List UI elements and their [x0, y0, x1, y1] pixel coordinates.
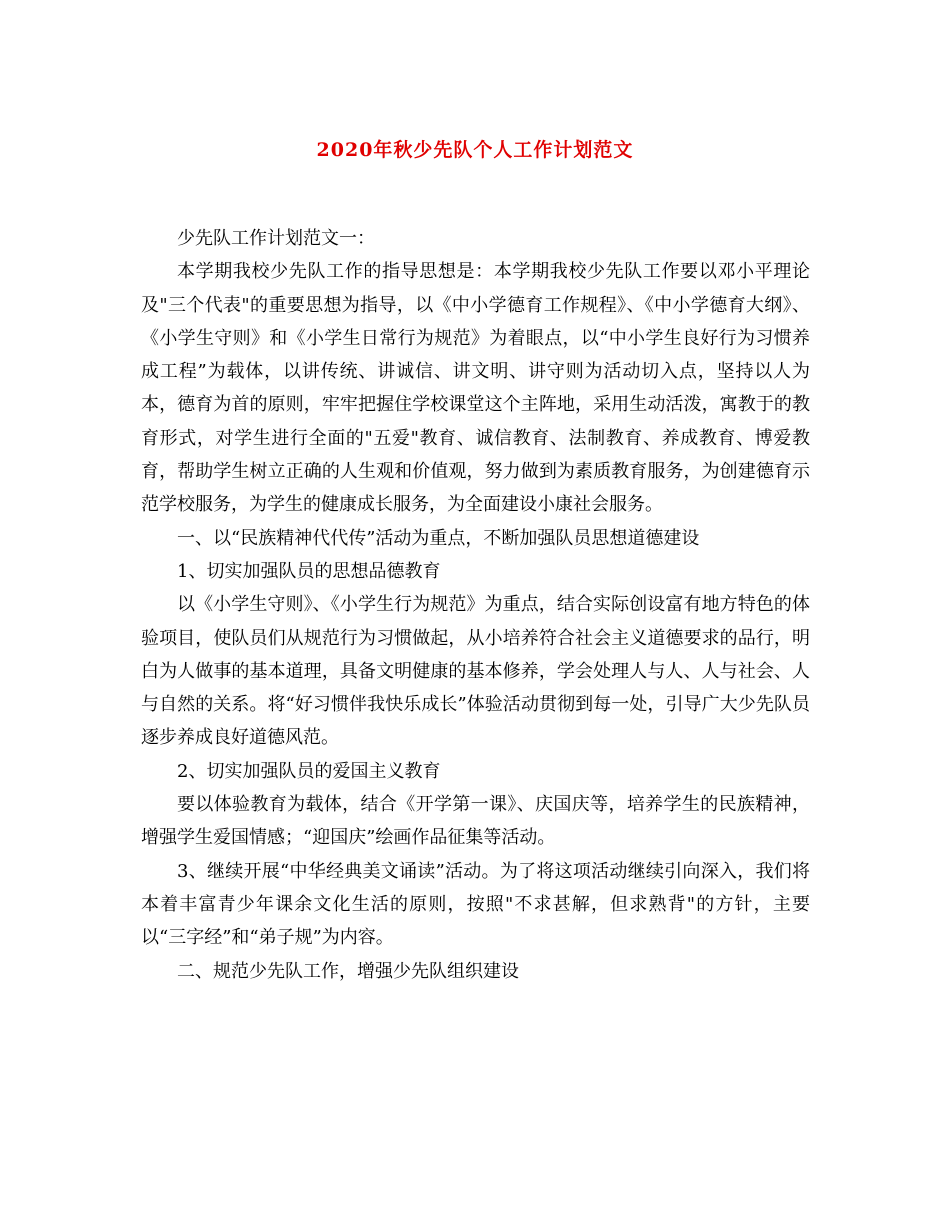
section-heading-2: 二、规范少先队工作，增强少先队组织建设 [177, 960, 519, 982]
paragraph-moral-education: 以《小学生守则》、《小学生行为规范》为重点，结合实际创设富有地方特色的体验项目，使队员们从规范行为习惯做起，从小培养符合社会主义道德要求的品行，明白为人做事的基本道理，具备文明健康的基本修养，学会处理人与人、人与社会、人与自然的关系。将“好习惯伴我快乐成长”体验活动贯彻到每一处，引导广大少先队员逐步养成良好道德风范。 [141, 594, 810, 749]
paragraph-classics-reading: 3、继续开展“中华经典美文诵读”活动。为了将这项活动继续引向深入，我们将本着丰富青少年课余文化生活的原则，按照"不求甚解，但求熟背"的方针，主要以“三字经”和“弟子规”为内容。 [141, 860, 810, 949]
paragraph-intro-heading: 少先队工作计划范文一： [177, 228, 375, 249]
paragraph-guiding-thought: 本学期我校少先队工作的指导思想是：本学期我校少先队工作要以邓小平理论及"三个代表"的重要思想为指导，以《中小学德育工作规程》、《中小学德育大纲》、《小学生守则》和《小学生日常行为规范》为着眼点，以“中小学生良好行为习惯养成工程”为载体，以讲传统、讲诚信、讲文明、讲守则为活动切入点，坚持以人为本，德育为首的原则，牢牢把握住学校课堂这个主阵地，采用生动活泼，寓教于的教育形式，对学生进行全面的"五爱"教育、诚信教育、法制教育、养成教育、博爱教育，帮助学生树立正确的人生观和价值观，努力做到为素质教育服务，为创建德育示范学校服务，为学生的健康成长服务，为全面建设小康社会服务。 [141, 261, 810, 516]
document-title: 2020年秋少先队个人工作计划范文 [316, 139, 634, 161]
paragraph-patriotic-education: 要以体验教育为载体，结合《开学第一课》、庆国庆等，培养学生的民族精神，增强学生爱国情感；“迎国庆”绘画作品征集等活动。 [141, 794, 810, 849]
subsection-heading-2: 2、切实加强队员的爱国主义教育 [177, 760, 441, 782]
section-heading-1: 一、以“民族精神代代传”活动为重点，不断加强队员思想道德建设 [177, 527, 700, 549]
document-body [141, 222, 810, 988]
subsection-heading-1: 1、切实加强队员的思想品德教育 [177, 560, 441, 582]
